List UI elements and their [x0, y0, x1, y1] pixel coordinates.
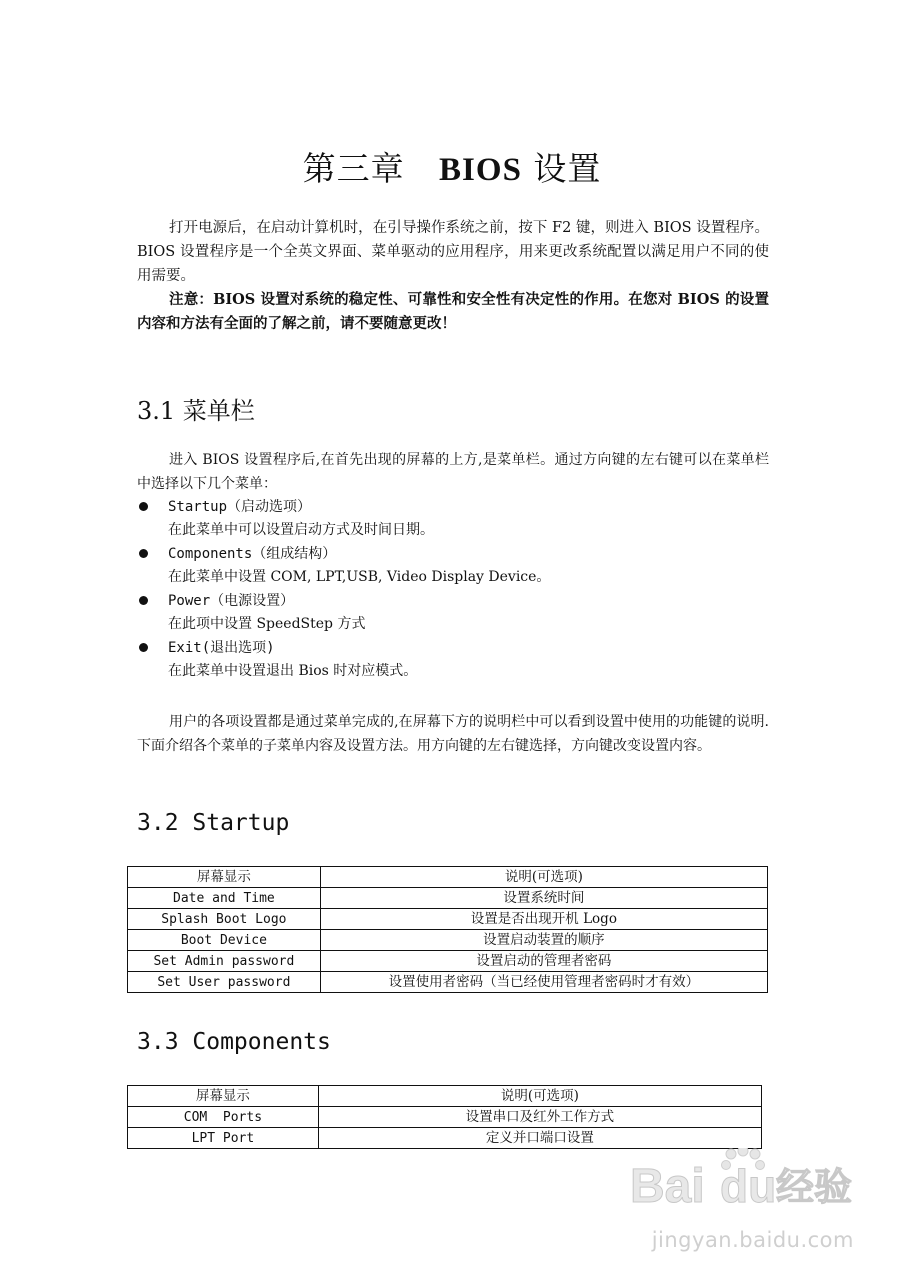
chapter-title: [0, 143, 904, 190]
table-row: [128, 1107, 762, 1128]
table-row: [128, 888, 768, 909]
bullet-description: 在此菜单中设置退出 Bios 时对应模式。: [168, 663, 418, 679]
table-header-cell: 说明(可选项): [318, 1086, 761, 1107]
table-cell: 设置串口及红外工作方式: [318, 1107, 761, 1128]
table-cell: 设置启动装置的顺序: [320, 930, 767, 951]
notice-paragraph: 注意：BIOS 设置对系统的稳定性、可靠性和安全性有决定性的作用。在您对 BIOS 的设置内容和方法有全面的了解之前，请不要随意更改！: [137, 291, 769, 332]
components-table: [127, 1085, 762, 1149]
table-header-row: [128, 1086, 762, 1107]
bullet-icon: [139, 596, 148, 605]
list-item: [137, 543, 777, 590]
chapter-title-bios: BIOS: [439, 152, 522, 188]
table-row: [128, 951, 768, 972]
bullet-title: Exit(退出选项): [168, 640, 275, 656]
bullet-description: 在此菜单中可以设置启动方式及时间日期。: [168, 522, 434, 538]
chapter-title-prefix: 第三章: [302, 149, 405, 188]
table-header-cell: 屏幕显示: [128, 867, 321, 888]
table-cell: Date and Time: [128, 888, 321, 909]
bullet-title: Startup（启动选项）: [168, 499, 312, 515]
watermark-logo-du: du: [720, 1160, 777, 1212]
chapter-title-suffix: 设置: [533, 149, 602, 188]
table-header-row: [128, 867, 768, 888]
intro-paragraph: 打开电源后，在启动计算机时，在引导操作系统之前，按下 F2 键，则进入 BIOS 设置程序。BIOS 设置程序是一个全英文界面、菜单驱动的应用程序，用来更改系统配置以满足用户不同的使用需要。: [137, 220, 769, 284]
watermark-logo-bai: Bai: [630, 1160, 705, 1213]
bullet-description: 在此菜单中设置 COM, LPT,USB, Video Display Device。: [168, 569, 551, 585]
baidu-watermark: [630, 1148, 860, 1258]
table-row: [128, 1128, 762, 1149]
list-item: [137, 637, 777, 684]
table-cell: 设置是否出现开机 Logo: [320, 909, 767, 930]
table-row: [128, 930, 768, 951]
table-header-cell: 说明(可选项): [320, 867, 767, 888]
section-3-2-heading: 3.2 Startup: [137, 810, 290, 836]
bullet-title: Power（电源设置）: [168, 593, 295, 609]
table-header-cell: 屏幕显示: [128, 1086, 319, 1107]
watermark-url: jingyan.baidu.com: [651, 1228, 854, 1252]
table-cell: 定义并口端口设置: [318, 1128, 761, 1149]
startup-table: [127, 866, 768, 993]
table-cell: 设置使用者密码（当已经使用管理者密码时才有效）: [320, 972, 767, 993]
section-3-3-heading: 3.3 Components: [137, 1029, 331, 1055]
table-cell: 设置启动的管理者密码: [320, 951, 767, 972]
list-item: [137, 590, 777, 637]
bullet-description: 在此项中设置 SpeedStep 方式: [168, 616, 366, 632]
table-cell: COM Ports: [128, 1107, 319, 1128]
watermark-logo-jingyan: 经验: [776, 1165, 853, 1209]
table-cell: Set User password: [128, 972, 321, 993]
table-cell: Set Admin password: [128, 951, 321, 972]
table-cell: LPT Port: [128, 1128, 319, 1149]
bullet-icon: [139, 643, 148, 652]
table-row: [128, 909, 768, 930]
section-3-1-intro: 进入 BIOS 设置程序后,在首先出现的屏幕的上方,是菜单栏。通过方向键的左右键可以在菜单栏中选择以下几个菜单：: [137, 452, 769, 492]
table-cell: 设置系统时间: [320, 888, 767, 909]
list-item: [137, 496, 777, 543]
bullet-icon: [139, 502, 148, 511]
section-3-1-heading: 3.1 菜单栏: [137, 397, 255, 425]
section-3-1-outro: 用户的各项设置都是通过菜单完成的,在屏幕下方的说明栏中可以看到设置中使用的功能键的说明.下面介绍各个菜单的子菜单内容及设置方法。用方向键的左右键选择，方向键改变设置内容。: [137, 714, 769, 754]
table-cell: Splash Boot Logo: [128, 909, 321, 930]
bullet-title: Components（组成结构）: [168, 546, 337, 562]
bullet-icon: [139, 549, 148, 558]
baidu-logo-icon: [630, 1148, 860, 1218]
table-cell: Boot Device: [128, 930, 321, 951]
menu-bullet-list: [137, 496, 777, 684]
table-row: [128, 972, 768, 993]
